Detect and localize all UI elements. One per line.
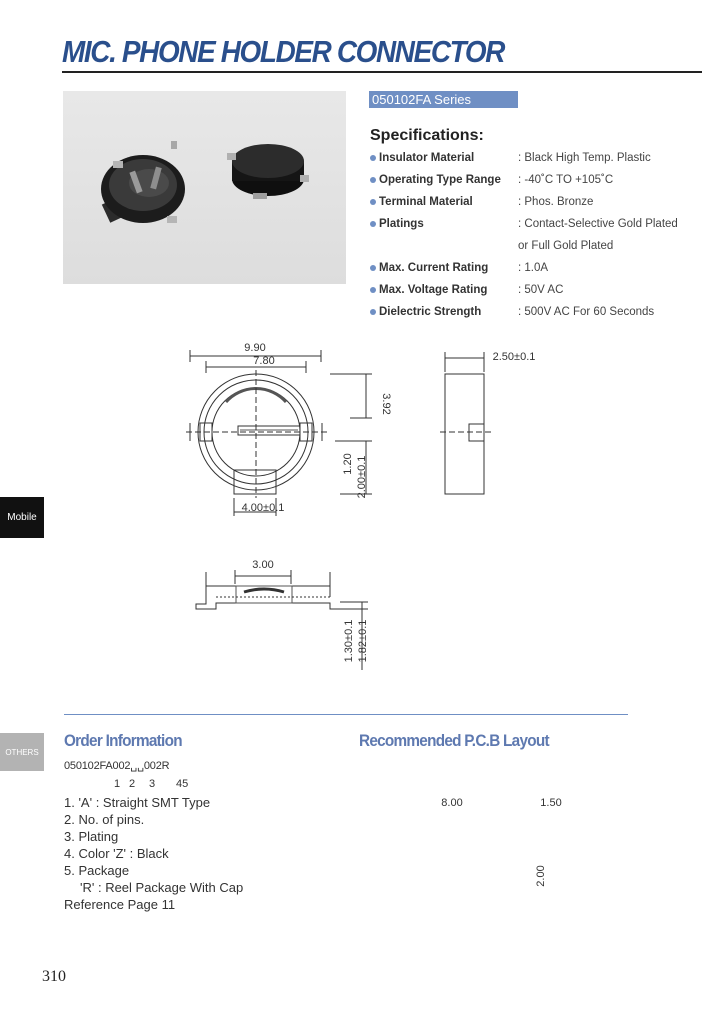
order-line: 1. 'A' : Straight SMT Type: [64, 795, 211, 810]
page-number: 310: [42, 968, 66, 985]
title-divider: [62, 71, 702, 73]
page-title: MIC. PHONE HOLDER CONNECTOR: [62, 34, 505, 69]
bullet-icon: [370, 221, 376, 227]
dim-top-outer: 9.90: [244, 342, 266, 354]
bullet-icon: [370, 199, 376, 205]
spec-label: Dielectric Strength: [379, 306, 482, 318]
spec-value: : 50V AC: [518, 284, 564, 296]
pcb-dim-width: 8.00: [441, 797, 463, 809]
spec-value-continued: or Full Gold Plated: [518, 240, 614, 252]
pcb-dim-height: 2.00: [535, 865, 547, 887]
pcb-layout-heading: Recommended P.C.B Layout: [359, 731, 549, 750]
product-photo-illustration: [63, 91, 346, 284]
dim-front-height-2: 1.82±0.1: [357, 619, 369, 663]
spec-label: Max. Current Rating: [379, 262, 489, 274]
pcb-dimension-labels: [0, 780, 720, 950]
product-photo: [63, 91, 346, 284]
order-line: 2. No. of pins.: [64, 812, 145, 827]
pcb-dim-pad: 1.50: [540, 797, 562, 809]
spec-value: : 1.0A: [518, 262, 549, 274]
specifications-heading: Specifications:: [370, 127, 484, 144]
order-line: 4. Color 'Z' : Black: [64, 846, 169, 861]
spec-label: Max. Voltage Rating: [379, 284, 488, 296]
side-view-drawing: [440, 352, 492, 494]
dim-tab-height: 1.20: [342, 453, 354, 475]
spec-label: Platings: [379, 218, 424, 230]
order-digit-3: 3: [149, 778, 156, 790]
section-divider: [64, 714, 628, 715]
order-digit-45: 45: [176, 778, 189, 790]
order-line: Reference Page 11: [64, 897, 176, 912]
dim-top-inner: 7.80: [253, 355, 275, 367]
bullet-icon: [370, 155, 376, 161]
bullet-icon: [370, 287, 376, 293]
bullet-icon: [370, 265, 376, 271]
spec-label: Insulator Material: [379, 152, 475, 164]
order-part-number: 050102FA002␣␣002R: [64, 760, 170, 772]
spec-value: : Phos. Bronze: [518, 196, 594, 208]
spec-value: : 500V AC For 60 Seconds: [518, 306, 655, 318]
bullet-icon: [370, 309, 376, 315]
side-tab-mobile[interactable]: Mobile: [0, 497, 44, 538]
top-view-drawing: [186, 350, 372, 516]
connector-open-image: [101, 141, 185, 223]
order-digit-1: 1: [114, 778, 121, 790]
dim-front-width: 3.00: [252, 559, 274, 571]
order-line: 'R' : Reel Package With Cap: [80, 880, 244, 895]
spec-label: Operating Type Range: [379, 174, 501, 186]
bullet-icon: [370, 177, 376, 183]
connector-closed-image: [227, 144, 309, 199]
order-information-heading: Order Information: [64, 731, 182, 750]
order-digit-2: 2: [129, 778, 136, 790]
spec-value: : Black High Temp. Plastic: [518, 152, 651, 164]
series-label: 050102FA Series: [369, 91, 518, 108]
dim-front-height-1: 1.30±0.1: [343, 619, 355, 663]
spec-label: Terminal Material: [379, 196, 473, 208]
dim-height-right: 3.92: [380, 393, 392, 415]
dim-thickness: 2.50±0.1: [492, 351, 536, 363]
spec-value: : Contact-Selective Gold Plated: [518, 218, 678, 230]
dim-tab-width: 4.00±0.1: [241, 502, 285, 514]
technical-drawing: [0, 330, 720, 710]
dim-tab-total: 2.00±0.1: [356, 455, 368, 499]
order-line: 3. Plating: [64, 829, 119, 844]
order-line: 5. Package: [64, 863, 130, 878]
spec-value: : -40˚C TO +105˚C: [518, 174, 614, 186]
side-tab-others[interactable]: OTHERS: [0, 733, 44, 771]
